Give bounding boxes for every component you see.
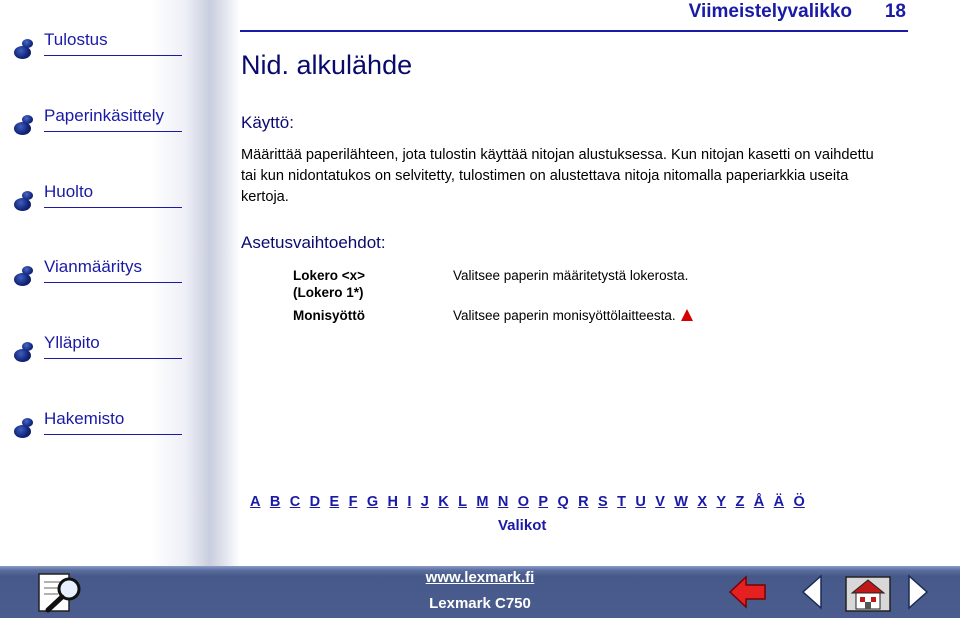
sidebar-item-vianmaaritys[interactable]: [14, 255, 182, 295]
usage-text: Määrittää paperilähteen, jota tulostin käyttää nitojan alustuksessa. Kun nitojan kasetti on vaihdettu tai kun nidontatukos on selvitetty, tulostimen on alustettava nitoja nitomalla paperiarkkia useita kertoja.: [241, 147, 874, 205]
sidebar: [0, 0, 240, 566]
divider: [44, 131, 182, 132]
index-letter-g[interactable]: G: [366, 494, 379, 510]
sidebar-item-label[interactable]: Vianmääritys: [44, 257, 142, 276]
index-letter-v[interactable]: V: [655, 494, 665, 510]
index-letter-m[interactable]: M: [476, 494, 489, 510]
usage-heading: Käyttö:: [241, 113, 294, 132]
alphabet-index: [250, 493, 910, 511]
index-letter-f[interactable]: F: [348, 494, 358, 510]
index-letter-j[interactable]: J: [420, 494, 429, 510]
previous-page-icon[interactable]: [800, 574, 824, 610]
option-description-row: [453, 307, 693, 324]
index-letter-b[interactable]: B: [269, 494, 281, 510]
bullet-icon: [14, 273, 31, 286]
option-description: Valitsee paperin määritetystä lokerosta.: [453, 268, 689, 283]
index-letter-ae[interactable]: Ä: [773, 494, 785, 510]
divider: [44, 434, 182, 435]
index-letter-r[interactable]: R: [578, 494, 589, 510]
bullet-icon: [22, 39, 33, 48]
index-letter-w[interactable]: W: [674, 494, 688, 510]
option-name: Monisyöttö: [293, 308, 365, 323]
index-letter-k[interactable]: K: [438, 494, 449, 510]
next-page-icon[interactable]: [906, 574, 930, 610]
divider: [44, 55, 182, 56]
sidebar-item-label[interactable]: Paperinkäsittely: [44, 106, 165, 125]
sidebar-item-hakemisto[interactable]: [14, 407, 182, 447]
sidebar-item-label[interactable]: Ylläpito: [44, 333, 100, 352]
index-letter-l[interactable]: L: [458, 494, 467, 510]
index-letter-o[interactable]: O: [517, 494, 530, 510]
bullet-icon: [14, 425, 31, 438]
magnifier-icon[interactable]: [36, 572, 86, 614]
index-letter-d[interactable]: D: [309, 494, 321, 510]
option-description: Valitsee paperin monisyöttölaitteesta.: [453, 308, 676, 323]
index-letter-aa[interactable]: Å: [753, 494, 765, 510]
index-letter-z[interactable]: Z: [735, 494, 745, 510]
options-heading: Asetusvaihtoehdot:: [241, 233, 386, 252]
sidebar-item-yllapito[interactable]: [14, 331, 182, 371]
sidebar-item-tulostus[interactable]: [14, 28, 182, 68]
footer-bar: [0, 566, 960, 618]
header-divider: [240, 30, 908, 32]
top-of-page-triangle-icon[interactable]: [681, 309, 693, 321]
index-letter-e[interactable]: E: [329, 494, 340, 510]
index-letter-a[interactable]: A: [250, 494, 261, 510]
index-letter-oe[interactable]: Ö: [793, 494, 805, 510]
home-icon[interactable]: [844, 571, 892, 613]
index-letter-s[interactable]: S: [598, 494, 608, 510]
bullet-icon: [22, 191, 33, 200]
index-letter-t[interactable]: T: [617, 494, 626, 510]
index-letter-u[interactable]: U: [635, 494, 646, 510]
index-letter-c[interactable]: C: [289, 494, 301, 510]
bullet-icon: [22, 418, 33, 427]
bullet-icon: [14, 349, 31, 362]
bullet-icon: [22, 266, 33, 275]
bullet-icon: [14, 46, 31, 59]
footer-product: Lexmark C750: [429, 595, 531, 612]
footer-url[interactable]: www.lexmark.fi: [425, 569, 535, 586]
page-title: Nid. alkulähde: [241, 50, 413, 80]
sidebar-item-label[interactable]: Tulostus: [44, 30, 108, 49]
index-letter-i[interactable]: I: [407, 494, 412, 510]
index-letter-y[interactable]: Y: [716, 494, 727, 510]
bullet-icon: [14, 122, 31, 135]
divider: [44, 358, 182, 359]
sidebar-item-label[interactable]: Hakemisto: [44, 409, 125, 428]
page-number: 18: [884, 1, 906, 22]
index-letter-q[interactable]: Q: [557, 494, 569, 510]
bullet-icon: [22, 342, 33, 351]
option-default: (Lokero 1*): [293, 285, 364, 300]
index-letter-x[interactable]: X: [697, 494, 708, 510]
divider: [44, 282, 182, 283]
index-letter-p[interactable]: P: [538, 494, 549, 510]
sidebar-item-huolto[interactable]: [14, 180, 182, 220]
menus-link[interactable]: Valikot: [498, 517, 547, 534]
section-title[interactable]: Viimeistelyvalikko: [688, 1, 852, 22]
option-name: Lokero <x>: [293, 268, 366, 283]
bullet-icon: [14, 198, 31, 211]
bullet-icon: [22, 115, 33, 124]
sidebar-item-label[interactable]: Huolto: [44, 182, 94, 201]
sidebar-item-paperinkasittely[interactable]: [14, 104, 182, 144]
back-arrow-icon[interactable]: [728, 574, 768, 610]
index-letter-n[interactable]: N: [497, 494, 509, 510]
index-letter-h[interactable]: H: [387, 494, 398, 510]
divider: [44, 207, 182, 208]
